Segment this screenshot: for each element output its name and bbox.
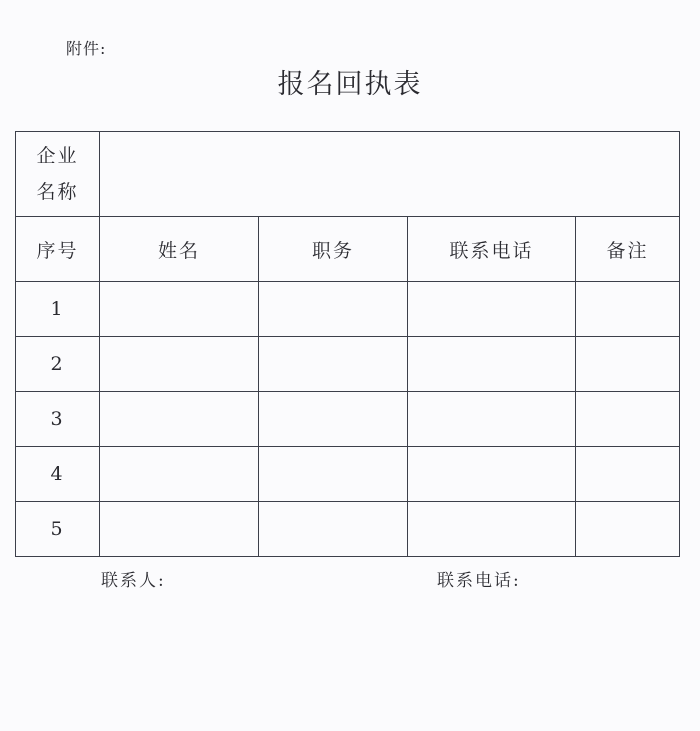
header-position: 职务	[259, 217, 408, 282]
name-cell[interactable]	[100, 392, 259, 447]
name-cell[interactable]	[100, 447, 259, 502]
attachment-label: 附件:	[66, 39, 107, 58]
header-serial-number: 序号	[16, 217, 100, 282]
table-row	[16, 392, 680, 447]
phone-cell[interactable]	[408, 447, 576, 502]
company-name-label	[16, 132, 100, 217]
row-number: 4	[16, 447, 100, 502]
row-number: 3	[16, 392, 100, 447]
phone-cell[interactable]	[408, 337, 576, 392]
row-number: 5	[16, 502, 100, 557]
form-title: 报名回执表	[277, 69, 423, 100]
position-cell[interactable]	[259, 337, 408, 392]
company-name-field[interactable]	[100, 132, 680, 217]
row-number: 2	[16, 337, 100, 392]
header-name: 姓名	[100, 217, 259, 282]
header-row	[16, 217, 680, 282]
table-row	[16, 282, 680, 337]
company-name-row	[16, 132, 680, 217]
phone-cell[interactable]	[408, 282, 576, 337]
remarks-cell[interactable]	[576, 392, 680, 447]
company-name-label-line2: 名称	[36, 181, 79, 203]
name-cell[interactable]	[100, 502, 259, 557]
header-contact-phone: 联系电话	[408, 217, 576, 282]
name-cell[interactable]	[100, 337, 259, 392]
registration-table	[15, 131, 680, 557]
row-number: 1	[16, 282, 100, 337]
position-cell[interactable]	[259, 282, 408, 337]
name-cell[interactable]	[100, 282, 259, 337]
remarks-cell[interactable]	[576, 502, 680, 557]
remarks-cell[interactable]	[576, 447, 680, 502]
phone-cell[interactable]	[408, 502, 576, 557]
remarks-cell[interactable]	[576, 337, 680, 392]
header-remarks: 备注	[576, 217, 680, 282]
table-row	[16, 447, 680, 502]
table-row	[16, 502, 680, 557]
position-cell[interactable]	[259, 447, 408, 502]
position-cell[interactable]	[259, 392, 408, 447]
company-name-label-line1: 企业	[36, 145, 79, 167]
contact-phone-label: 联系电话:	[437, 571, 521, 591]
contact-person-label: 联系人:	[101, 571, 166, 591]
position-cell[interactable]	[259, 502, 408, 557]
phone-cell[interactable]	[408, 392, 576, 447]
table-row	[16, 337, 680, 392]
remarks-cell[interactable]	[576, 282, 680, 337]
